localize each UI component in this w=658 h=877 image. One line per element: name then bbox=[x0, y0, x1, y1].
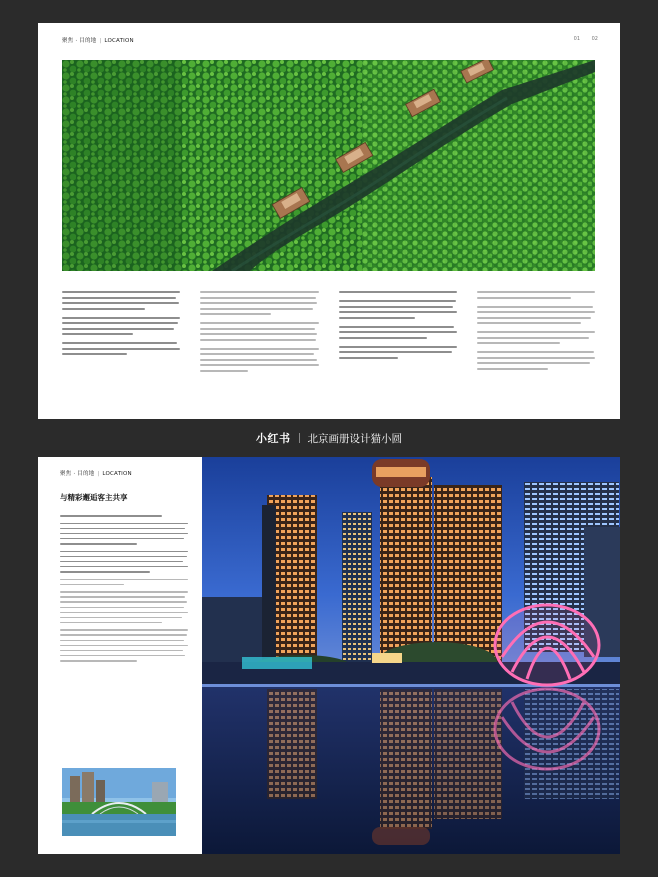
page-header bbox=[60, 469, 132, 477]
header-location: LOCATION bbox=[104, 38, 134, 44]
bottom-spread bbox=[38, 457, 620, 854]
header-separator: | bbox=[99, 38, 102, 44]
thumbnail-photo bbox=[62, 768, 176, 836]
header-category: 聚焦 · 目的地 bbox=[62, 38, 97, 44]
hero-photo-lotus-pond bbox=[62, 60, 595, 271]
text-column-4 bbox=[477, 291, 595, 401]
lotus-pond-illustration bbox=[62, 60, 595, 271]
page-number-left: 01 bbox=[573, 36, 581, 42]
article-text-columns bbox=[62, 291, 595, 401]
night-city-photo bbox=[202, 457, 620, 854]
text-column-1 bbox=[62, 291, 180, 401]
text-column-3 bbox=[339, 291, 457, 401]
header-category: 聚焦 · 目的地 bbox=[60, 471, 95, 477]
page-header bbox=[62, 36, 134, 44]
caption-bar bbox=[0, 419, 658, 457]
caption-title: 北京画册设计猫小圆 bbox=[307, 432, 402, 445]
left-article-text bbox=[60, 515, 188, 662]
left-page bbox=[38, 457, 202, 854]
article-title: 与精彩邂逅客主共享 bbox=[60, 493, 128, 502]
caption-divider bbox=[299, 433, 300, 443]
page-number-right: 02 bbox=[591, 36, 598, 42]
top-spread bbox=[38, 23, 620, 419]
city-bridge-thumbnail bbox=[62, 768, 176, 836]
header-location: LOCATION bbox=[102, 471, 132, 477]
text-column-2 bbox=[200, 291, 318, 401]
page-numbers bbox=[564, 36, 598, 42]
night-city-illustration bbox=[202, 457, 620, 854]
header-separator: | bbox=[97, 471, 100, 477]
brand-logo: 小红书 bbox=[256, 432, 291, 445]
